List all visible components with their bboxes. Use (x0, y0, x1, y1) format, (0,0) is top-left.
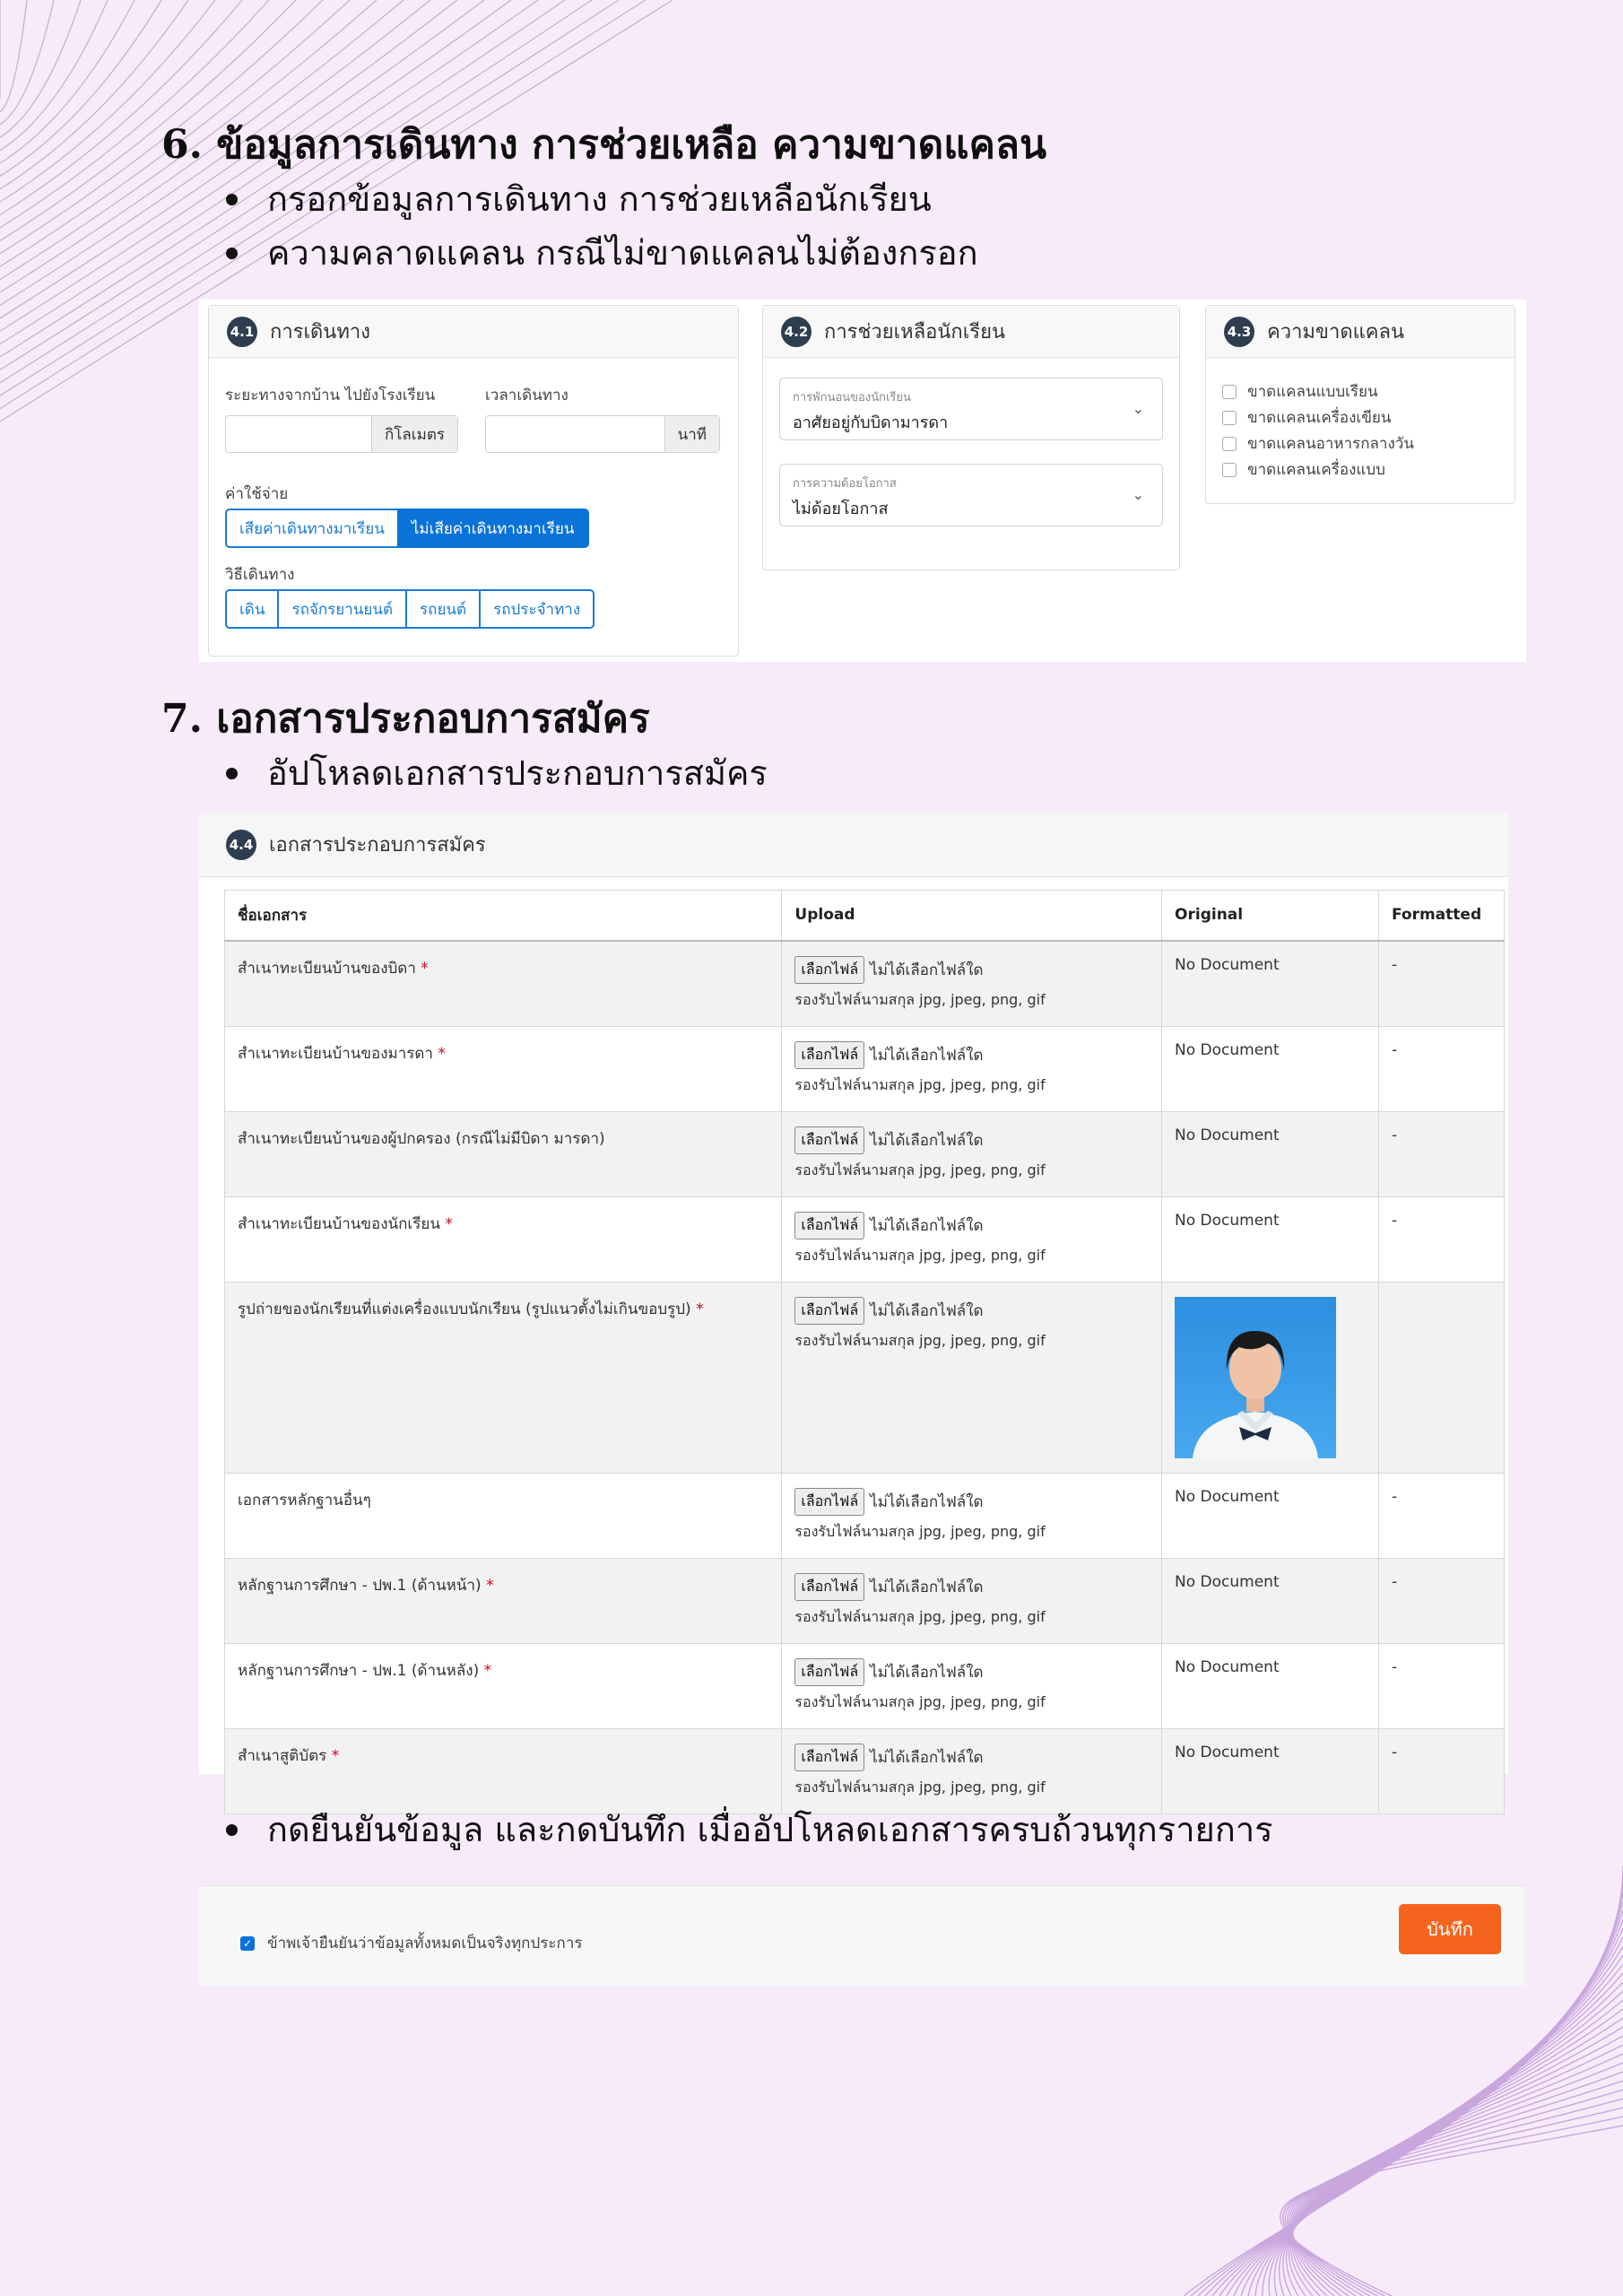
section-badge: 4.1 (227, 317, 257, 347)
upload-cell (782, 1473, 1162, 1558)
bullet-upload-docs: อัปโหลดเอกสารประกอบการสมัคร (226, 746, 768, 800)
file-input[interactable] (794, 1041, 1149, 1069)
bullet-confirm-save: กดยืนยันข้อมูล และกดบันทึก เมื่ออัปโหลดเอกสารครบถ้วนทุกรายการ (226, 1803, 1273, 1857)
method-toggle-group (225, 589, 595, 629)
choose-file-button[interactable]: เลือกไฟล์ (794, 1488, 864, 1516)
formatted-cell (1378, 1196, 1504, 1282)
formatted-status: - (1391, 1126, 1398, 1144)
assistance-card (762, 305, 1180, 570)
shortage-card-header (1206, 306, 1515, 358)
method-bus[interactable]: รถประจำทาง (479, 589, 595, 629)
document-name: สำเนาทะเบียนบ้านของนักเรียน (238, 1214, 440, 1233)
assistance-card-title: การช่วยเหลือนักเรียน (824, 321, 1006, 344)
travel-card-header (209, 306, 738, 358)
original-cell (1162, 1643, 1379, 1728)
method-label: วิธีเดินทาง (225, 566, 295, 584)
confirm-bar (199, 1885, 1524, 1986)
formatted-status: - (1391, 955, 1398, 974)
file-input[interactable] (794, 956, 1149, 984)
section-7-title: 7. เอกสารประกอบการสมัคร (161, 696, 650, 742)
method-car[interactable]: รถยนต์ (405, 589, 481, 629)
section-badge: 4.2 (781, 317, 812, 347)
disadvantage-select[interactable] (779, 464, 1163, 526)
no-file-text: ไม่ได้เลือกไฟล์ใด (870, 1578, 984, 1596)
section-6-bullets (226, 172, 978, 280)
formatted-cell (1378, 1558, 1504, 1643)
required-marker: * (486, 1576, 494, 1595)
file-input[interactable] (794, 1573, 1149, 1601)
travel-card (208, 305, 739, 657)
choose-file-button[interactable]: เลือกไฟล์ (794, 1658, 864, 1686)
shortage-checkbox-lunch[interactable]: ขาดแคลนอาหารกลางวัน (1222, 431, 1414, 456)
document-name-cell (225, 1558, 782, 1643)
formatted-status: - (1391, 1211, 1398, 1230)
distance-input[interactable] (225, 415, 458, 453)
document-name-cell (225, 1728, 782, 1813)
distance-label: ระยะทางจากบ้าน ไปยังโรงเรียน (225, 387, 436, 404)
chevron-down-icon: ⌄ (1132, 486, 1144, 503)
shortage-card (1205, 305, 1515, 504)
upload-cell (782, 1558, 1162, 1643)
formatted-status: - (1391, 1572, 1398, 1591)
original-cell (1162, 1282, 1379, 1473)
section-badge: 4.3 (1224, 317, 1254, 347)
shortage-checkbox-stationery[interactable]: ขาดแคลนเครื่องเขียน (1222, 405, 1391, 430)
time-label: เวลาเดินทาง (485, 387, 568, 404)
file-input[interactable] (794, 1744, 1149, 1771)
file-type-hint: รองรับไฟล์นามสกุล jpg, jpeg, png, gif (794, 1331, 1046, 1349)
residence-value: อาศัยอยู่กับบิดามารดา (793, 413, 949, 432)
document-name: สำเนาทะเบียนบ้านของผู้ปกครอง (กรณีไม่มีบิดา มารดา) (238, 1129, 605, 1148)
formatted-cell (1378, 1643, 1504, 1728)
required-marker: * (438, 1044, 446, 1063)
cost-option-paid[interactable]: เสียค่าเดินทางมาเรียน (225, 509, 399, 548)
table-row (225, 1111, 1505, 1196)
table-row (225, 941, 1505, 1027)
column-header-upload: Upload (782, 891, 1162, 941)
travel-card-title: การเดินทาง (270, 321, 370, 344)
file-type-hint: รองรับไฟล์นามสกุล jpg, jpeg, png, gif (794, 1075, 1046, 1093)
document-name: เอกสารหลักฐานอื่นๆ (238, 1491, 371, 1509)
formatted-status: - (1391, 1657, 1398, 1676)
section-6-title: 6. ข้อมูลการเดินทาง การช่วยเหลือ ความขาดแคลน (161, 122, 1047, 168)
file-input[interactable] (794, 1126, 1149, 1154)
method-walk[interactable]: เดิน (225, 589, 279, 629)
formatted-cell (1378, 941, 1504, 1027)
choose-file-button[interactable]: เลือกไฟล์ (794, 1573, 864, 1601)
upload-cell (782, 1643, 1162, 1728)
column-header-formatted: Formatted (1378, 891, 1504, 941)
no-file-text: ไม่ได้เลือกไฟล์ใด (870, 1748, 984, 1767)
documents-panel-title: เอกสารประกอบการสมัคร (269, 834, 486, 857)
file-input[interactable] (794, 1297, 1149, 1325)
shortage-checkbox-textbook[interactable]: ขาดแคลนแบบเรียน (1222, 379, 1378, 404)
decorative-lines-bottom-right (1049, 1812, 1623, 2296)
upload-cell (782, 1728, 1162, 1813)
required-marker: * (421, 959, 429, 978)
no-file-text: ไม่ได้เลือกไฟล์ใด (870, 1301, 984, 1320)
cost-label: ค่าใช้จ่าย (225, 485, 289, 503)
file-type-hint: รองรับไฟล์นามสกุล jpg, jpeg, png, gif (794, 1522, 1046, 1540)
table-row (225, 1558, 1505, 1643)
file-type-hint: รองรับไฟล์นามสกุล jpg, jpeg, png, gif (794, 1161, 1046, 1178)
choose-file-button[interactable]: เลือกไฟล์ (794, 956, 864, 984)
formatted-cell (1378, 1728, 1504, 1813)
original-cell (1162, 1728, 1379, 1813)
assistance-card-header (763, 306, 1179, 358)
time-unit: นาที (664, 416, 719, 452)
original-cell (1162, 1196, 1379, 1282)
no-file-text: ไม่ได้เลือกไฟล์ใด (870, 1216, 984, 1235)
document-name: สำเนาทะเบียนบ้านของบิดา (238, 959, 416, 978)
required-marker: * (696, 1300, 704, 1318)
upload-cell (782, 1196, 1162, 1282)
original-status: No Document (1175, 1657, 1280, 1676)
required-marker: * (483, 1661, 492, 1680)
chevron-down-icon: ⌄ (1132, 400, 1144, 417)
residence-select[interactable] (779, 378, 1163, 440)
bullet-travel-info: กรอกข้อมูลการเดินทาง การช่วยเหลือนักเรียน (226, 172, 978, 226)
formatted-status: - (1391, 1743, 1398, 1761)
section-badge: 4.4 (226, 830, 256, 860)
disadvantage-value: ไม่ด้อยโอกาส (793, 500, 889, 518)
documents-screenshot (199, 813, 1508, 1796)
table-row (225, 1643, 1505, 1728)
upload-cell (782, 1111, 1162, 1196)
document-name-cell (225, 1643, 782, 1728)
travel-assistance-screenshot (199, 300, 1526, 662)
table-row (225, 1728, 1505, 1813)
formatted-cell (1378, 1473, 1504, 1558)
confirm-bullets (226, 1803, 1273, 1857)
document-name-cell (225, 1026, 782, 1111)
column-header-original: Original (1162, 891, 1379, 941)
disadvantage-caption: การความด้อยโอกาส (793, 477, 897, 491)
formatted-status: - (1391, 1040, 1398, 1059)
residence-caption: การพักนอนของนักเรียน (793, 391, 911, 404)
file-type-hint: รองรับไฟล์นามสกุล jpg, jpeg, png, gif (794, 1246, 1046, 1264)
original-cell (1162, 1111, 1379, 1196)
document-name-cell (225, 1282, 782, 1473)
file-input[interactable] (794, 1488, 1149, 1516)
cost-option-free[interactable]: ไม่เสียค่าเดินทางมาเรียน (397, 509, 589, 548)
table-row (225, 1282, 1505, 1473)
original-cell (1162, 941, 1379, 1027)
shortage-card-title: ความขาดแคลน (1267, 321, 1405, 344)
original-status: No Document (1175, 1487, 1280, 1506)
student-photo (1175, 1297, 1336, 1458)
document-name: รูปถ่ายของนักเรียนที่แต่งเครื่องแบบนักเรียน (รูปแนวตั้งไม่เกินขอบรูป) (238, 1300, 691, 1318)
original-status: No Document (1175, 955, 1280, 974)
column-header-name: ชื่อเอกสาร (225, 891, 782, 941)
documents-table (224, 890, 1505, 1814)
time-input[interactable] (485, 415, 720, 453)
documents-panel-header (199, 813, 1508, 877)
upload-cell (782, 1026, 1162, 1111)
original-status: No Document (1175, 1040, 1280, 1059)
file-type-hint: รองรับไฟล์นามสกุล jpg, jpeg, png, gif (794, 1778, 1046, 1796)
distance-unit: กิโลเมตร (371, 416, 457, 452)
choose-file-button[interactable]: เลือกไฟล์ (794, 1041, 864, 1069)
formatted-cell (1378, 1026, 1504, 1111)
upload-cell (782, 941, 1162, 1027)
choose-file-button[interactable]: เลือกไฟล์ (794, 1744, 864, 1771)
original-cell (1162, 1473, 1379, 1558)
save-button[interactable]: บันทึก (1399, 1904, 1501, 1954)
formatted-cell (1378, 1282, 1504, 1473)
no-file-text: ไม่ได้เลือกไฟล์ใด (870, 1663, 984, 1682)
table-row (225, 1473, 1505, 1558)
document-name: หลักฐานการศึกษา - ปพ.1 (ด้านหลัง) (238, 1661, 480, 1680)
original-status: No Document (1175, 1743, 1280, 1761)
bullet-shortage-info: ความคลาดแคลน กรณีไม่ขาดแคลนไม่ต้องกรอก (226, 226, 978, 280)
formatted-cell (1378, 1111, 1504, 1196)
choose-file-button[interactable]: เลือกไฟล์ (794, 1297, 864, 1325)
file-input[interactable] (794, 1212, 1149, 1239)
choose-file-button[interactable]: เลือกไฟล์ (794, 1126, 864, 1154)
document-name-cell (225, 1196, 782, 1282)
document-name-cell (225, 941, 782, 1027)
original-cell (1162, 1026, 1379, 1111)
document-name-cell (225, 1111, 782, 1196)
no-file-text: ไม่ได้เลือกไฟล์ใด (870, 1046, 984, 1065)
original-status: No Document (1175, 1572, 1280, 1591)
table-row (225, 1026, 1505, 1111)
document-name: สำเนาทะเบียนบ้านของมารดา (238, 1044, 433, 1063)
no-file-text: ไม่ได้เลือกไฟล์ใด (870, 1131, 984, 1150)
original-status: No Document (1175, 1211, 1280, 1230)
confirm-text: ข้าพเจ้ายืนยันว่าข้อมูลทั้งหมดเป็นจริงทุกประการ (267, 1935, 583, 1952)
file-input[interactable] (794, 1658, 1149, 1686)
table-row (225, 1196, 1505, 1282)
file-type-hint: รองรับไฟล์นามสกุล jpg, jpeg, png, gif (794, 1692, 1046, 1710)
document-name: สำเนาสูติบัตร (238, 1746, 327, 1765)
document-name-cell (225, 1473, 782, 1558)
method-motorcycle[interactable]: รถจักรยานยนต์ (277, 589, 407, 629)
no-file-text: ไม่ได้เลือกไฟล์ใด (870, 961, 984, 979)
original-cell (1162, 1558, 1379, 1643)
document-name: หลักฐานการศึกษา - ปพ.1 (ด้านหน้า) (238, 1576, 482, 1595)
check-icon: ✓ (240, 1936, 255, 1951)
file-type-hint: รองรับไฟล์นามสกุล jpg, jpeg, png, gif (794, 1607, 1046, 1625)
confirm-checkbox[interactable] (240, 1931, 583, 1955)
formatted-status: - (1391, 1487, 1398, 1506)
shortage-checkbox-uniform[interactable]: ขาดแคลนเครื่องแบบ (1222, 457, 1385, 482)
upload-cell (782, 1282, 1162, 1473)
cost-toggle-group (225, 509, 589, 548)
file-type-hint: รองรับไฟล์นามสกุล jpg, jpeg, png, gif (794, 990, 1046, 1008)
required-marker: * (331, 1746, 340, 1765)
section-7-bullets (226, 746, 768, 800)
no-file-text: ไม่ได้เลือกไฟล์ใด (870, 1492, 984, 1511)
choose-file-button[interactable]: เลือกไฟล์ (794, 1212, 864, 1239)
required-marker: * (445, 1214, 453, 1233)
original-status: No Document (1175, 1126, 1280, 1144)
